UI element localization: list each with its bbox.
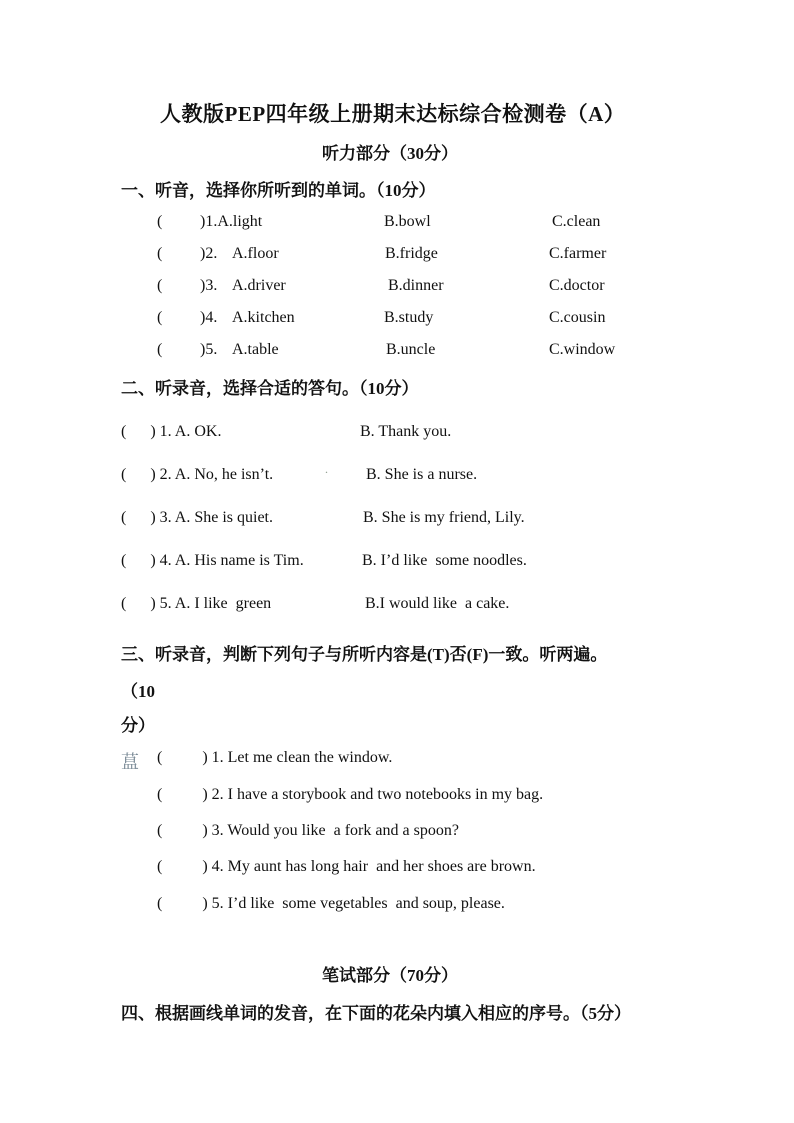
question-row: ( ) 4. My aunt has long hair and her shoes are brown. [157, 858, 536, 875]
option-b: B.study [384, 309, 434, 326]
option-c: C.clean [552, 213, 601, 230]
question-row: ( ) 1. Let me clean the window. [157, 749, 393, 766]
question-option-a: ( ) 3. A. She is quiet. [121, 509, 273, 526]
question-row: ( ) 5. I’d like some vegetables and soup, please. [157, 895, 505, 912]
answer-blank[interactable]: ( [157, 213, 163, 230]
section-4-heading: 四、根据画线单词的发音，在下面的花朵内填入相应的序号。（5分） [121, 1004, 631, 1023]
section-3-heading-continued: （10 [121, 682, 155, 701]
answer-blank[interactable]: ( [157, 245, 163, 262]
question-option-a: ( ) 5. A. I like green [121, 595, 272, 612]
option-b: B.fridge [385, 245, 438, 262]
question-option-a: ( ) 1. A. OK. [121, 423, 222, 440]
section-3-heading: 三、听录音，判断下列句子与所听内容是(T)否(F)一致。听两遍。 [121, 645, 608, 664]
question-number: )5. [200, 341, 218, 358]
option-c: C.window [549, 341, 616, 358]
section-3-heading-continued: 分） [121, 716, 155, 735]
stray-character: 蒀 [121, 752, 139, 772]
option-b: B. She is a nurse. [366, 466, 478, 483]
stray-mark: . [325, 462, 328, 476]
answer-blank[interactable]: ( [157, 277, 163, 294]
exam-title: 人教版PEP四年级上册期末达标综合检测卷（A） [160, 102, 626, 126]
option-b: B. Thank you. [360, 423, 452, 440]
listening-section-header: 听力部分（30分） [322, 144, 458, 163]
question-number: )2. [200, 245, 218, 262]
question-number: )4. [200, 309, 218, 326]
option-a: A.driver [232, 277, 286, 294]
option-b: B. I’d like some noodles. [362, 552, 527, 569]
option-a: A.table [232, 341, 279, 358]
question-row: ( ) 3. Would you like a fork and a spoon? [157, 822, 459, 839]
question-option-a: ( ) 4. A. His name is Tim. [121, 552, 304, 569]
option-b: B.uncle [386, 341, 436, 358]
option-c: C.farmer [549, 245, 607, 262]
section-2-heading: 二、听录音，选择合适的答句。（10分） [121, 379, 419, 398]
option-b: B.I would like a cake. [365, 595, 510, 612]
section-1-heading: 一、听音，选择你所听到的单词。（10分） [121, 181, 436, 200]
option-c: C.cousin [549, 309, 606, 326]
question-option-a: ( ) 2. A. No, he isn’t. [121, 466, 274, 483]
written-section-header: 笔试部分（70分） [322, 966, 458, 985]
answer-blank[interactable]: ( [157, 309, 163, 326]
option-b: B.dinner [388, 277, 444, 294]
question-number: )3. [200, 277, 218, 294]
option-a: A.floor [232, 245, 279, 262]
option-a: A.kitchen [232, 309, 295, 326]
question-number-option-a: )1.A.light [200, 213, 263, 230]
question-row: ( ) 2. I have a storybook and two notebooks in my bag. [157, 786, 544, 803]
option-c: C.doctor [549, 277, 605, 294]
option-b: B. She is my friend, Lily. [363, 509, 525, 526]
option-b: B.bowl [384, 213, 431, 230]
answer-blank[interactable]: ( [157, 341, 163, 358]
